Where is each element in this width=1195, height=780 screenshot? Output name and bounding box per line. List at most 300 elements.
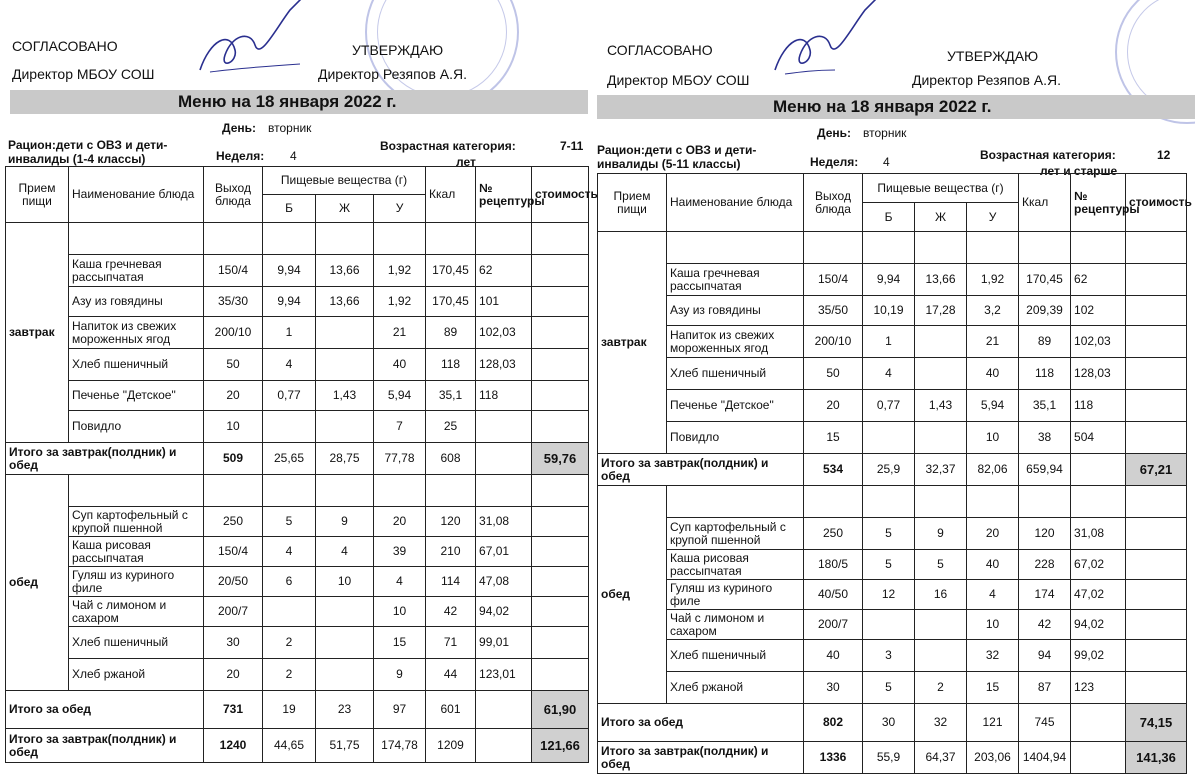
dish-name: Повидло bbox=[69, 411, 204, 443]
dish-kcal: 210 bbox=[426, 537, 476, 567]
breakfast-section-row bbox=[598, 232, 1187, 264]
director-name: Директор Резяпов А.Я. bbox=[318, 66, 467, 82]
grand-total-output: 1336 bbox=[804, 742, 863, 774]
breakfast-label: завтрак bbox=[6, 223, 69, 443]
dish-row bbox=[598, 610, 1187, 640]
dish-cost bbox=[1126, 326, 1187, 358]
dish-fat bbox=[915, 326, 967, 358]
dish-cost bbox=[532, 381, 589, 411]
lunch-total-recipe bbox=[476, 691, 532, 729]
page-title: Меню на 18 января 2022 г. bbox=[178, 92, 397, 111]
dish-recipe: 102,03 bbox=[476, 317, 532, 349]
dish-row bbox=[598, 296, 1187, 326]
age-label: Возрастная категория: bbox=[980, 148, 1116, 162]
dish-carb: 15 bbox=[967, 672, 1019, 704]
dish-cost bbox=[532, 597, 589, 627]
dish-name: Чай с лимоном и сахаром bbox=[69, 597, 204, 627]
dish-row bbox=[6, 349, 589, 381]
empty-cell bbox=[426, 475, 476, 507]
dish-recipe: 123,01 bbox=[476, 659, 532, 691]
dish-recipe: 62 bbox=[476, 255, 532, 287]
col-cost-header: стоимость bbox=[1126, 174, 1187, 232]
dish-output: 200/10 bbox=[204, 317, 263, 349]
dish-cost bbox=[532, 627, 589, 659]
breakfast-total-label: Итого за завтрак(полдник) и обед bbox=[598, 454, 804, 486]
dish-output: 150/4 bbox=[204, 255, 263, 287]
dish-cost bbox=[1126, 390, 1187, 422]
dish-row bbox=[6, 411, 589, 443]
dish-output: 50 bbox=[204, 349, 263, 381]
dish-carb: 3,2 bbox=[967, 296, 1019, 326]
col-dish-header: Наименование блюда bbox=[69, 167, 204, 223]
dish-row bbox=[598, 358, 1187, 390]
grand-total-cost: 141,36 bbox=[1126, 742, 1187, 774]
dish-recipe: 102 bbox=[1071, 296, 1126, 326]
confirm-label: УТВЕРЖДАЮ bbox=[352, 42, 444, 58]
empty-cell bbox=[374, 475, 426, 507]
dish-carb: 1,92 bbox=[967, 264, 1019, 296]
dish-kcal: 89 bbox=[1019, 326, 1071, 358]
dish-protein: 9,94 bbox=[263, 255, 316, 287]
director-school: Директор МБОУ СОШ bbox=[12, 66, 155, 82]
col-output-header: Выход блюда bbox=[204, 167, 263, 223]
dish-output: 15 bbox=[804, 422, 863, 454]
dish-protein: 0,77 bbox=[863, 390, 915, 422]
dish-recipe: 47,08 bbox=[476, 567, 532, 597]
lunch-total-row bbox=[598, 704, 1187, 742]
breakfast-total-fat: 28,75 bbox=[316, 443, 374, 475]
dish-carb: 9 bbox=[374, 659, 426, 691]
dish-recipe: 94,02 bbox=[1071, 610, 1126, 640]
dish-name: Повидло bbox=[667, 422, 804, 454]
breakfast-total-label: Итого за завтрак(полдник) и обед bbox=[6, 443, 204, 475]
dish-kcal: 38 bbox=[1019, 422, 1071, 454]
empty-cell bbox=[1126, 486, 1187, 518]
dish-name: Хлеб пшеничный bbox=[667, 358, 804, 390]
director-school: Директор МБОУ СОШ bbox=[607, 72, 750, 88]
header-row bbox=[6, 167, 589, 195]
col-fat-header: Ж bbox=[316, 195, 374, 223]
breakfast-total-row bbox=[598, 454, 1187, 486]
dish-cost bbox=[1126, 640, 1187, 672]
breakfast-total-recipe bbox=[1071, 454, 1126, 486]
dish-recipe: 99,01 bbox=[476, 627, 532, 659]
dish-protein: 1 bbox=[863, 326, 915, 358]
grand-total-protein: 55,9 bbox=[863, 742, 915, 774]
menu-table bbox=[597, 173, 1192, 774]
dish-fat: 4 bbox=[316, 537, 374, 567]
dish-cost bbox=[1126, 550, 1187, 580]
dish-fat: 16 bbox=[915, 580, 967, 610]
dish-cost bbox=[1126, 296, 1187, 326]
lunch-total-cost: 74,15 bbox=[1126, 704, 1187, 742]
dish-recipe: 67,01 bbox=[476, 537, 532, 567]
lunch-section-row bbox=[6, 475, 589, 507]
dish-fat: 9 bbox=[915, 518, 967, 550]
dish-fat: 17,28 bbox=[915, 296, 967, 326]
grand-total-protein: 44,65 bbox=[263, 729, 316, 763]
lunch-total-carb: 97 bbox=[374, 691, 426, 729]
dish-recipe: 31,08 bbox=[476, 507, 532, 537]
dish-carb: 1,92 bbox=[374, 255, 426, 287]
dish-protein: 5 bbox=[263, 507, 316, 537]
dish-row bbox=[598, 672, 1187, 704]
dish-fat bbox=[316, 659, 374, 691]
dish-carb: 1,92 bbox=[374, 287, 426, 317]
dish-protein: 4 bbox=[263, 537, 316, 567]
dish-kcal: 120 bbox=[1019, 518, 1071, 550]
dish-name: Суп картофельный с крупой пшенной bbox=[69, 507, 204, 537]
ration-label: Рацион:дети с ОВЗ и дети-инвалиды (5-11 классы) bbox=[597, 143, 757, 171]
dish-output: 250 bbox=[804, 518, 863, 550]
lunch-total-carb: 121 bbox=[967, 704, 1019, 742]
day-value: вторник bbox=[268, 121, 312, 135]
dish-name: Азу из говядины bbox=[69, 287, 204, 317]
dish-kcal: 89 bbox=[426, 317, 476, 349]
empty-cell bbox=[532, 475, 589, 507]
dish-fat bbox=[316, 317, 374, 349]
dish-fat: 5 bbox=[915, 550, 967, 580]
dish-cost bbox=[532, 349, 589, 381]
dish-name: Суп картофельный с крупой пшенной bbox=[667, 518, 804, 550]
lunch-total-protein: 30 bbox=[863, 704, 915, 742]
dish-fat bbox=[915, 610, 967, 640]
dish-row bbox=[6, 507, 589, 537]
dish-fat bbox=[915, 358, 967, 390]
dish-output: 20 bbox=[204, 381, 263, 411]
dish-kcal: 170,45 bbox=[1019, 264, 1071, 296]
dish-name: Хлеб ржаной bbox=[69, 659, 204, 691]
dish-output: 30 bbox=[204, 627, 263, 659]
dish-row bbox=[598, 640, 1187, 672]
dish-carb: 32 bbox=[967, 640, 1019, 672]
dish-fat: 10 bbox=[316, 567, 374, 597]
dish-name: Каша рисовая рассыпчатая bbox=[69, 537, 204, 567]
breakfast-total-row bbox=[6, 443, 589, 475]
grand-total-label: Итого за завтрак(полдник) и обед bbox=[6, 729, 204, 763]
col-meal-header: Прием пищи bbox=[598, 174, 667, 232]
grand-total-recipe bbox=[476, 729, 532, 763]
dish-protein: 1 bbox=[263, 317, 316, 349]
dish-name: Хлеб ржаной bbox=[667, 672, 804, 704]
dish-carb: 21 bbox=[967, 326, 1019, 358]
dish-output: 180/5 bbox=[804, 550, 863, 580]
dish-fat: 9 bbox=[316, 507, 374, 537]
empty-cell bbox=[1019, 486, 1071, 518]
dish-carb: 5,94 bbox=[374, 381, 426, 411]
page-title: Меню на 18 января 2022 г. bbox=[773, 97, 992, 116]
empty-cell bbox=[967, 486, 1019, 518]
grand-total-cost: 121,66 bbox=[532, 729, 589, 763]
header-row bbox=[598, 174, 1187, 203]
grand-total-carb: 174,78 bbox=[374, 729, 426, 763]
dish-recipe: 99,02 bbox=[1071, 640, 1126, 672]
grand-total-fat: 64,37 bbox=[915, 742, 967, 774]
dish-name: Хлеб пшеничный bbox=[667, 640, 804, 672]
dish-carb: 40 bbox=[967, 550, 1019, 580]
dish-cost bbox=[1126, 580, 1187, 610]
empty-cell bbox=[263, 475, 316, 507]
grand-total-kcal: 1404,94 bbox=[1019, 742, 1071, 774]
col-fat-header: Ж bbox=[915, 203, 967, 232]
dish-row bbox=[598, 264, 1187, 296]
col-nutrients-header: Пищевые вещества (г) bbox=[863, 174, 1019, 203]
lunch-total-label: Итого за обед bbox=[598, 704, 804, 742]
dish-carb: 4 bbox=[967, 580, 1019, 610]
dish-fat bbox=[316, 349, 374, 381]
grand-total-label: Итого за завтрак(полдник) и обед bbox=[598, 742, 804, 774]
dish-cost bbox=[1126, 672, 1187, 704]
dish-recipe: 128,03 bbox=[476, 349, 532, 381]
dish-protein: 9,94 bbox=[263, 287, 316, 317]
dish-name: Напиток из свежих мороженных ягод bbox=[69, 317, 204, 349]
age-label: Возрастная категория: bbox=[380, 139, 516, 153]
dish-output: 40/50 bbox=[804, 580, 863, 610]
breakfast-total-cost: 67,21 bbox=[1126, 454, 1187, 486]
dish-fat: 13,66 bbox=[316, 287, 374, 317]
dish-kcal: 228 bbox=[1019, 550, 1071, 580]
dish-carb: 20 bbox=[374, 507, 426, 537]
breakfast-total-cost: 59,76 bbox=[532, 443, 589, 475]
dish-carb: 39 bbox=[374, 537, 426, 567]
dish-carb: 5,94 bbox=[967, 390, 1019, 422]
day-label: День: bbox=[222, 121, 256, 135]
approved-label: СОГЛАСОВАНО bbox=[607, 42, 713, 58]
dish-recipe bbox=[476, 411, 532, 443]
empty-cell bbox=[69, 475, 204, 507]
lunch-total-output: 802 bbox=[804, 704, 863, 742]
dish-protein bbox=[263, 597, 316, 627]
empty-cell bbox=[804, 486, 863, 518]
dish-cost bbox=[532, 567, 589, 597]
empty-cell bbox=[863, 232, 915, 264]
lunch-total-fat: 32 bbox=[915, 704, 967, 742]
dish-protein: 5 bbox=[863, 518, 915, 550]
ration-label: Рацион:дети с ОВЗ и дети-инвалиды (1-4 классы) bbox=[8, 138, 168, 166]
empty-cell bbox=[1126, 232, 1187, 264]
dish-kcal: 118 bbox=[1019, 358, 1071, 390]
dish-carb: 40 bbox=[374, 349, 426, 381]
col-meal-header: Прием пищи bbox=[6, 167, 69, 223]
dish-recipe: 62 bbox=[1071, 264, 1126, 296]
dish-kcal: 35,1 bbox=[426, 381, 476, 411]
dish-recipe: 31,08 bbox=[1071, 518, 1126, 550]
dish-name: Чай с лимоном и сахаром bbox=[667, 610, 804, 640]
week-label: Неделя: bbox=[216, 149, 265, 163]
empty-cell bbox=[204, 223, 263, 255]
dish-kcal: 71 bbox=[426, 627, 476, 659]
grand-total-kcal: 1209 bbox=[426, 729, 476, 763]
dish-kcal: 42 bbox=[426, 597, 476, 627]
dish-row bbox=[598, 518, 1187, 550]
menu-page-right bbox=[595, 0, 1195, 780]
dish-name: Печенье "Детское" bbox=[667, 390, 804, 422]
empty-cell bbox=[915, 486, 967, 518]
dish-protein: 0,77 bbox=[263, 381, 316, 411]
dish-name: Каша рисовая рассыпчатая bbox=[667, 550, 804, 580]
empty-cell bbox=[863, 486, 915, 518]
dish-protein: 3 bbox=[863, 640, 915, 672]
dish-cost bbox=[532, 507, 589, 537]
empty-cell bbox=[667, 232, 804, 264]
dish-recipe: 67,02 bbox=[1071, 550, 1126, 580]
director-name: Директор Резяпов А.Я. bbox=[912, 72, 1061, 88]
dish-protein bbox=[863, 610, 915, 640]
dish-row bbox=[598, 422, 1187, 454]
dish-cost bbox=[1126, 264, 1187, 296]
dish-protein: 2 bbox=[263, 659, 316, 691]
dish-kcal: 42 bbox=[1019, 610, 1071, 640]
empty-cell bbox=[263, 223, 316, 255]
col-carb-header: У bbox=[967, 203, 1019, 232]
lunch-total-kcal: 745 bbox=[1019, 704, 1071, 742]
empty-cell bbox=[804, 232, 863, 264]
dish-recipe: 47,02 bbox=[1071, 580, 1126, 610]
col-protein-header: Б bbox=[863, 203, 915, 232]
dish-output: 200/7 bbox=[804, 610, 863, 640]
dish-cost bbox=[1126, 358, 1187, 390]
lunch-total-cost: 61,90 bbox=[532, 691, 589, 729]
dish-fat: 2 bbox=[915, 672, 967, 704]
dish-kcal: 120 bbox=[426, 507, 476, 537]
dish-row bbox=[6, 317, 589, 349]
dish-output: 20 bbox=[204, 659, 263, 691]
dish-name: Азу из говядины bbox=[667, 296, 804, 326]
dish-recipe: 101 bbox=[476, 287, 532, 317]
day-label: День: bbox=[817, 126, 851, 140]
signature-left bbox=[180, 0, 330, 80]
dish-carb: 4 bbox=[374, 567, 426, 597]
dish-row bbox=[6, 287, 589, 317]
dish-kcal: 94 bbox=[1019, 640, 1071, 672]
dish-carb: 10 bbox=[967, 610, 1019, 640]
grand-total-fat: 51,75 bbox=[316, 729, 374, 763]
age-value: 12 bbox=[1157, 148, 1171, 162]
empty-cell bbox=[532, 223, 589, 255]
week-value: 4 bbox=[883, 155, 890, 169]
empty-cell bbox=[1071, 232, 1126, 264]
breakfast-total-protein: 25,65 bbox=[263, 443, 316, 475]
empty-cell bbox=[1071, 486, 1126, 518]
dish-recipe: 94,02 bbox=[476, 597, 532, 627]
dish-kcal: 35,1 bbox=[1019, 390, 1071, 422]
col-kcal-header: Ккал bbox=[1019, 174, 1071, 232]
dish-carb: 15 bbox=[374, 627, 426, 659]
breakfast-total-output: 509 bbox=[204, 443, 263, 475]
approved-label: СОГЛАСОВАНО bbox=[12, 38, 118, 54]
dish-fat: 1,43 bbox=[915, 390, 967, 422]
dish-kcal: 44 bbox=[426, 659, 476, 691]
dish-output: 150/4 bbox=[204, 537, 263, 567]
dish-row bbox=[6, 597, 589, 627]
dish-protein: 2 bbox=[263, 627, 316, 659]
dish-recipe: 102,03 bbox=[1071, 326, 1126, 358]
dish-name: Хлеб пшеничный bbox=[69, 627, 204, 659]
dish-protein bbox=[263, 411, 316, 443]
dish-output: 150/4 bbox=[804, 264, 863, 296]
lunch-section-row bbox=[598, 486, 1187, 518]
dish-row bbox=[6, 537, 589, 567]
dish-kcal: 209,39 bbox=[1019, 296, 1071, 326]
dish-output: 200/7 bbox=[204, 597, 263, 627]
lunch-label: обед bbox=[6, 475, 69, 691]
col-nutrients-header: Пищевые вещества (г) bbox=[263, 167, 426, 195]
dish-cost bbox=[532, 659, 589, 691]
dish-cost bbox=[1126, 518, 1187, 550]
dish-row bbox=[6, 659, 589, 691]
empty-cell bbox=[1019, 232, 1071, 264]
lunch-total-row bbox=[6, 691, 589, 729]
empty-cell bbox=[69, 223, 204, 255]
confirm-label: УТВЕРЖДАЮ bbox=[947, 48, 1039, 64]
dish-recipe: 118 bbox=[1071, 390, 1126, 422]
breakfast-total-protein: 25,9 bbox=[863, 454, 915, 486]
dish-fat bbox=[316, 627, 374, 659]
dish-output: 250 bbox=[204, 507, 263, 537]
lunch-total-output: 731 bbox=[204, 691, 263, 729]
age-suffix: лет bbox=[456, 155, 476, 169]
empty-cell bbox=[204, 475, 263, 507]
dish-output: 20 bbox=[804, 390, 863, 422]
dish-kcal: 174 bbox=[1019, 580, 1071, 610]
dish-output: 35/30 bbox=[204, 287, 263, 317]
col-dish-header: Наименование блюда bbox=[667, 174, 804, 232]
dish-name: Гуляш из куриного филе bbox=[69, 567, 204, 597]
dish-fat: 13,66 bbox=[915, 264, 967, 296]
col-recipe-header: № рецептуры bbox=[476, 167, 532, 223]
dish-kcal: 170,45 bbox=[426, 255, 476, 287]
dish-cost bbox=[532, 287, 589, 317]
dish-recipe: 128,03 bbox=[1071, 358, 1126, 390]
dish-output: 10 bbox=[204, 411, 263, 443]
lunch-total-recipe bbox=[1071, 704, 1126, 742]
dish-protein bbox=[863, 422, 915, 454]
dish-row bbox=[6, 567, 589, 597]
dish-fat bbox=[915, 422, 967, 454]
col-protein-header: Б bbox=[263, 195, 316, 223]
dish-output: 40 bbox=[804, 640, 863, 672]
dish-row bbox=[598, 390, 1187, 422]
dish-protein: 5 bbox=[863, 672, 915, 704]
dish-name: Печенье "Детское" bbox=[69, 381, 204, 411]
dish-protein: 9,94 bbox=[863, 264, 915, 296]
dish-name: Хлеб пшеничный bbox=[69, 349, 204, 381]
dish-row bbox=[6, 255, 589, 287]
col-output-header: Выход блюда bbox=[804, 174, 863, 232]
dish-protein: 6 bbox=[263, 567, 316, 597]
dish-name: Напиток из свежих мороженных ягод bbox=[667, 326, 804, 358]
grand-total-carb: 203,06 bbox=[967, 742, 1019, 774]
dish-carb: 40 bbox=[967, 358, 1019, 390]
empty-cell bbox=[316, 223, 374, 255]
dish-carb: 10 bbox=[967, 422, 1019, 454]
dish-carb: 7 bbox=[374, 411, 426, 443]
dish-output: 35/50 bbox=[804, 296, 863, 326]
dish-protein: 12 bbox=[863, 580, 915, 610]
empty-cell bbox=[476, 223, 532, 255]
col-recipe-header: № рецептуры bbox=[1071, 174, 1126, 232]
empty-cell bbox=[316, 475, 374, 507]
dish-kcal: 25 bbox=[426, 411, 476, 443]
breakfast-total-kcal: 659,94 bbox=[1019, 454, 1071, 486]
breakfast-total-output: 534 bbox=[804, 454, 863, 486]
col-cost-header: стоимость bbox=[532, 167, 589, 223]
dish-cost bbox=[1126, 422, 1187, 454]
lunch-total-fat: 23 bbox=[316, 691, 374, 729]
dish-row bbox=[6, 381, 589, 411]
dish-fat bbox=[316, 597, 374, 627]
dish-carb: 10 bbox=[374, 597, 426, 627]
